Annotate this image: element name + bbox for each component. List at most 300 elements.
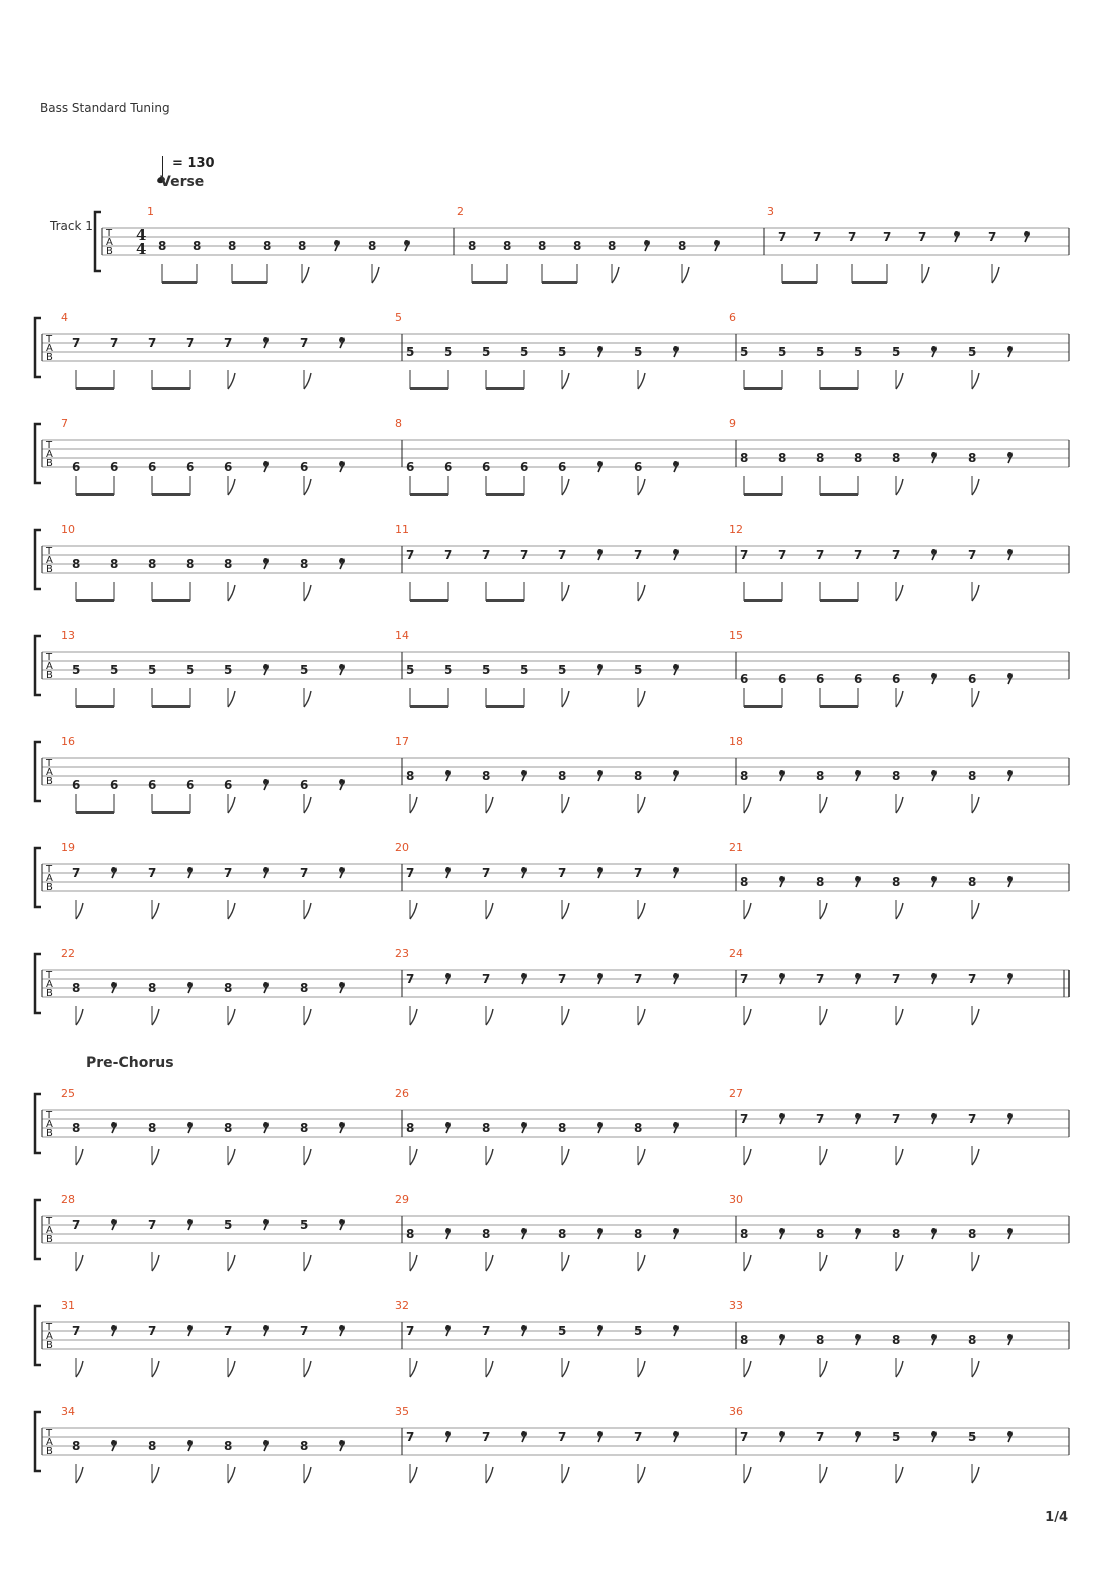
fret-number: 5 <box>520 663 529 677</box>
eighth-rest-icon <box>264 1122 268 1126</box>
fret-number: 7 <box>482 1430 491 1444</box>
fret-number: 8 <box>558 769 567 783</box>
tab-clef-letter: T <box>46 864 53 875</box>
fret-number: 6 <box>482 460 491 474</box>
note-flag-icon <box>972 691 979 707</box>
fret-number: 6 <box>406 460 415 474</box>
fret-number: 5 <box>444 345 453 359</box>
fret-number: 7 <box>148 1324 157 1338</box>
fret-number: 7 <box>300 1324 309 1338</box>
note-beam <box>410 705 448 708</box>
fret-number: 8 <box>406 1121 415 1135</box>
fret-number: 8 <box>148 981 157 995</box>
fret-number: 7 <box>813 230 822 244</box>
measure-number: 2 <box>457 205 464 218</box>
fret-number: 7 <box>740 1430 749 1444</box>
fret-number: 8 <box>892 769 901 783</box>
fret-number: 7 <box>72 866 81 880</box>
fret-number: 6 <box>816 672 825 686</box>
fret-number: 7 <box>148 1218 157 1232</box>
eighth-rest-icon <box>522 973 526 977</box>
note-beam <box>782 281 817 284</box>
fret-number: 7 <box>148 336 157 350</box>
note-flag-icon <box>228 1149 235 1165</box>
fret-number: 7 <box>72 1324 81 1338</box>
fret-number: 5 <box>186 663 195 677</box>
tab-clef-letter: T <box>46 970 53 981</box>
fret-number: 7 <box>406 548 415 562</box>
note-flag-icon <box>896 585 903 601</box>
fret-number: 6 <box>300 778 309 792</box>
eighth-rest-icon <box>674 973 678 977</box>
note-flag-icon <box>486 1467 493 1483</box>
measure-number: 8 <box>395 417 402 430</box>
note-flag-icon <box>486 1149 493 1165</box>
fret-number: 7 <box>816 1430 825 1444</box>
note-flag-icon <box>562 1149 569 1165</box>
fret-number: 8 <box>224 557 233 571</box>
note-flag-icon <box>896 1361 903 1377</box>
fret-number: 8 <box>634 769 643 783</box>
note-flag-icon <box>228 1255 235 1271</box>
fret-number: 5 <box>816 345 825 359</box>
fret-number: 6 <box>634 460 643 474</box>
note-beam <box>162 281 197 284</box>
note-beam <box>486 493 524 496</box>
fret-number: 5 <box>300 663 309 677</box>
fret-number: 8 <box>968 1227 977 1241</box>
fret-number: 7 <box>968 548 977 562</box>
note-beam <box>486 599 524 602</box>
fret-number: 8 <box>72 1439 81 1453</box>
note-flag-icon <box>304 1009 311 1025</box>
note-flag-icon <box>562 479 569 495</box>
note-flag-icon <box>744 903 751 919</box>
note-flag-icon <box>302 267 309 283</box>
measure-number: 27 <box>729 1087 743 1100</box>
eighth-rest-icon <box>674 770 678 774</box>
fret-number: 8 <box>740 875 749 889</box>
measure-number: 22 <box>61 947 75 960</box>
measure-number: 5 <box>395 311 402 324</box>
fret-number: 8 <box>892 451 901 465</box>
note-flag-icon <box>820 1467 827 1483</box>
note-flag-icon <box>896 1009 903 1025</box>
eighth-rest-icon <box>1008 876 1012 880</box>
fret-number: 5 <box>968 1430 977 1444</box>
note-flag-icon <box>304 797 311 813</box>
note-flag-icon <box>304 1149 311 1165</box>
time-signature-bottom: 4 <box>136 240 147 258</box>
note-flag-icon <box>152 1361 159 1377</box>
fret-number: 8 <box>740 1333 749 1347</box>
eighth-rest-icon <box>1008 1113 1012 1117</box>
fret-number: 8 <box>968 451 977 465</box>
eighth-rest-icon <box>335 240 339 244</box>
fret-number: 5 <box>558 1324 567 1338</box>
eighth-rest-icon <box>340 867 344 871</box>
measure-number: 32 <box>395 1299 409 1312</box>
fret-number: 7 <box>892 972 901 986</box>
note-flag-icon <box>486 903 493 919</box>
eighth-rest-icon <box>264 1219 268 1223</box>
fret-number: 8 <box>72 1121 81 1135</box>
note-flag-icon <box>638 1149 645 1165</box>
tab-clef-letter: B <box>46 776 53 787</box>
fret-number: 7 <box>72 336 81 350</box>
note-flag-icon <box>228 691 235 707</box>
eighth-rest-icon <box>264 664 268 668</box>
eighth-rest-icon <box>674 1431 678 1435</box>
track-label: Track 1 <box>50 219 93 233</box>
note-flag-icon <box>562 1009 569 1025</box>
fret-number: 5 <box>892 1430 901 1444</box>
tab-clef-letter: T <box>46 334 53 345</box>
fret-number: 8 <box>406 1227 415 1241</box>
note-flag-icon <box>972 903 979 919</box>
fret-number: 8 <box>482 1227 491 1241</box>
eighth-rest-icon <box>1008 973 1012 977</box>
tab-clef-letter: T <box>46 1110 53 1121</box>
measure-number: 26 <box>395 1087 409 1100</box>
note-flag-icon <box>76 1149 83 1165</box>
eighth-rest-icon <box>264 779 268 783</box>
eighth-rest-icon <box>446 867 450 871</box>
tab-clef-letter: A <box>46 449 53 460</box>
eighth-rest-icon <box>446 973 450 977</box>
eighth-rest-icon <box>522 1122 526 1126</box>
note-flag-icon <box>152 1255 159 1271</box>
fret-number: 5 <box>854 345 863 359</box>
fret-number: 7 <box>482 1324 491 1338</box>
note-beam <box>744 493 782 496</box>
tab-clef-letter: T <box>46 546 53 557</box>
fret-number: 7 <box>740 972 749 986</box>
note-beam <box>486 387 524 390</box>
note-flag-icon <box>638 585 645 601</box>
eighth-rest-icon <box>598 461 602 465</box>
note-flag-icon <box>228 585 235 601</box>
fret-number: 8 <box>72 981 81 995</box>
eighth-rest-icon <box>1008 1334 1012 1338</box>
note-flag-icon <box>820 1009 827 1025</box>
system-bracket <box>35 636 41 695</box>
system-bracket <box>35 1200 41 1259</box>
eighth-rest-icon <box>264 982 268 986</box>
fret-number: 5 <box>72 663 81 677</box>
measure-number: 10 <box>61 523 75 536</box>
note-flag-icon <box>638 1467 645 1483</box>
note-flag-icon <box>896 373 903 389</box>
eighth-rest-icon <box>522 1431 526 1435</box>
fret-number: 8 <box>300 557 309 571</box>
fret-number: 8 <box>368 239 377 253</box>
fret-number: 7 <box>300 336 309 350</box>
fret-number: 7 <box>224 866 233 880</box>
eighth-rest-icon <box>522 867 526 871</box>
fret-number: 7 <box>148 866 157 880</box>
eighth-rest-icon <box>340 1325 344 1329</box>
system-bracket <box>95 212 101 271</box>
fret-number: 7 <box>444 548 453 562</box>
note-flag-icon <box>972 1009 979 1025</box>
section-label-verse: Verse <box>160 174 205 190</box>
eighth-rest-icon <box>340 982 344 986</box>
fret-number: 6 <box>558 460 567 474</box>
eighth-rest-icon <box>264 461 268 465</box>
eighth-rest-icon <box>188 1122 192 1126</box>
eighth-rest-icon <box>112 1122 116 1126</box>
measure-number: 16 <box>61 735 75 748</box>
fret-number: 5 <box>778 345 787 359</box>
note-beam <box>232 281 267 284</box>
fret-number: 8 <box>482 769 491 783</box>
fret-number: 7 <box>72 1218 81 1232</box>
eighth-rest-icon <box>932 1113 936 1117</box>
fret-number: 7 <box>300 866 309 880</box>
eighth-rest-icon <box>674 346 678 350</box>
eighth-rest-icon <box>1008 549 1012 553</box>
note-flag-icon <box>304 585 311 601</box>
tab-clef-letter: T <box>46 1428 53 1439</box>
eighth-rest-icon <box>932 1431 936 1435</box>
note-flag-icon <box>410 1009 417 1025</box>
fret-number: 5 <box>558 345 567 359</box>
fret-number: 8 <box>148 1439 157 1453</box>
note-flag-icon <box>410 903 417 919</box>
fret-number: 5 <box>224 1218 233 1232</box>
fret-number: 7 <box>892 548 901 562</box>
note-flag-icon <box>486 1255 493 1271</box>
tab-clef-letter: B <box>46 352 53 363</box>
eighth-rest-icon <box>340 1219 344 1223</box>
tab-clef-letter: B <box>46 1234 53 1245</box>
note-flag-icon <box>896 903 903 919</box>
fret-number: 8 <box>468 239 477 253</box>
eighth-rest-icon <box>264 1325 268 1329</box>
fret-number: 6 <box>186 778 195 792</box>
fret-number: 7 <box>634 1430 643 1444</box>
fret-number: 8 <box>158 239 167 253</box>
eighth-rest-icon <box>1008 673 1012 677</box>
tab-clef-letter: A <box>46 1225 53 1236</box>
tab-clef-letter: B <box>46 1128 53 1139</box>
tab-clef-letter: A <box>46 1331 53 1342</box>
fret-number: 8 <box>816 769 825 783</box>
note-flag-icon <box>972 585 979 601</box>
eighth-rest-icon <box>112 867 116 871</box>
note-beam <box>744 387 782 390</box>
fret-number: 6 <box>444 460 453 474</box>
note-flag-icon <box>152 903 159 919</box>
note-flag-icon <box>152 1467 159 1483</box>
section-label-pre-chorus: Pre-Chorus <box>86 1055 174 1071</box>
note-flag-icon <box>304 479 311 495</box>
fret-number: 7 <box>816 972 825 986</box>
note-flag-icon <box>486 1361 493 1377</box>
fret-number: 6 <box>520 460 529 474</box>
fret-number: 8 <box>186 557 195 571</box>
note-flag-icon <box>562 1467 569 1483</box>
eighth-rest-icon <box>856 876 860 880</box>
fret-number: 7 <box>740 548 749 562</box>
note-flag-icon <box>820 797 827 813</box>
note-beam <box>152 387 190 390</box>
fret-number: 8 <box>558 1227 567 1241</box>
eighth-rest-icon <box>674 1325 678 1329</box>
eighth-rest-icon <box>446 1325 450 1329</box>
eighth-rest-icon <box>522 1325 526 1329</box>
tab-clef-letter: B <box>46 988 53 999</box>
fret-number: 7 <box>110 336 119 350</box>
eighth-rest-icon <box>856 1228 860 1232</box>
eighth-rest-icon <box>188 982 192 986</box>
note-flag-icon <box>744 1009 751 1025</box>
measure-number: 3 <box>767 205 774 218</box>
eighth-rest-icon <box>674 549 678 553</box>
eighth-rest-icon <box>674 1122 678 1126</box>
eighth-rest-icon <box>598 1228 602 1232</box>
system-bracket <box>35 1306 41 1365</box>
fret-number: 8 <box>634 1227 643 1241</box>
eighth-rest-icon <box>188 867 192 871</box>
fret-number: 7 <box>558 972 567 986</box>
fret-number: 7 <box>816 1112 825 1126</box>
note-flag-icon <box>744 1361 751 1377</box>
fret-number: 6 <box>148 460 157 474</box>
fret-number: 7 <box>634 866 643 880</box>
fret-number: 8 <box>740 769 749 783</box>
eighth-rest-icon <box>780 876 784 880</box>
note-flag-icon <box>410 1255 417 1271</box>
fret-number: 8 <box>193 239 202 253</box>
note-flag-icon <box>896 691 903 707</box>
fret-number: 5 <box>634 1324 643 1338</box>
eighth-rest-icon <box>340 664 344 668</box>
tab-clef-letter: A <box>106 237 113 248</box>
eighth-rest-icon <box>674 1228 678 1232</box>
eighth-rest-icon <box>856 973 860 977</box>
note-flag-icon <box>76 903 83 919</box>
note-flag-icon <box>410 1149 417 1165</box>
fret-number: 8 <box>148 1121 157 1135</box>
fret-number: 6 <box>854 672 863 686</box>
note-flag-icon <box>638 1361 645 1377</box>
eighth-rest-icon <box>674 867 678 871</box>
measure-number: 7 <box>61 417 68 430</box>
system-bracket <box>35 318 41 377</box>
fret-number: 5 <box>406 345 415 359</box>
eighth-rest-icon <box>715 240 719 244</box>
note-flag-icon <box>152 1009 159 1025</box>
note-flag-icon <box>410 797 417 813</box>
eighth-rest-icon <box>522 770 526 774</box>
fret-number: 6 <box>72 778 81 792</box>
note-flag-icon <box>152 1149 159 1165</box>
system-bracket <box>35 1412 41 1471</box>
measure-number: 18 <box>729 735 743 748</box>
note-flag-icon <box>486 1009 493 1025</box>
tab-clef-letter: A <box>46 1437 53 1448</box>
fret-number: 7 <box>406 1430 415 1444</box>
eighth-rest-icon <box>446 1431 450 1435</box>
system-bracket <box>35 424 41 483</box>
fret-number: 5 <box>558 663 567 677</box>
fret-number: 8 <box>816 1333 825 1347</box>
eighth-rest-icon <box>1008 1431 1012 1435</box>
system-bracket <box>35 954 41 1013</box>
eighth-rest-icon <box>598 1122 602 1126</box>
note-beam <box>152 705 190 708</box>
eighth-rest-icon <box>112 982 116 986</box>
eighth-rest-icon <box>932 876 936 880</box>
fret-number: 8 <box>482 1121 491 1135</box>
note-flag-icon <box>76 1009 83 1025</box>
fret-number: 8 <box>854 451 863 465</box>
eighth-rest-icon <box>264 337 268 341</box>
note-flag-icon <box>228 479 235 495</box>
note-flag-icon <box>304 373 311 389</box>
fret-number: 6 <box>186 460 195 474</box>
note-beam <box>76 811 114 814</box>
fret-number: 6 <box>224 460 233 474</box>
note-flag-icon <box>638 1009 645 1025</box>
measure-number: 29 <box>395 1193 409 1206</box>
note-flag-icon <box>744 1149 751 1165</box>
measure-number: 20 <box>395 841 409 854</box>
tab-clef-letter: T <box>106 228 113 239</box>
fret-number: 8 <box>573 239 582 253</box>
eighth-rest-icon <box>932 770 936 774</box>
note-flag-icon <box>562 373 569 389</box>
fret-number: 7 <box>558 548 567 562</box>
eighth-rest-icon <box>932 973 936 977</box>
note-flag-icon <box>820 1149 827 1165</box>
note-beam <box>76 599 114 602</box>
eighth-rest-icon <box>340 779 344 783</box>
fret-number: 5 <box>520 345 529 359</box>
fret-number: 8 <box>778 451 787 465</box>
note-beam <box>820 493 858 496</box>
fret-number: 7 <box>558 866 567 880</box>
note-flag-icon <box>228 1361 235 1377</box>
note-beam <box>410 493 448 496</box>
note-flag-icon <box>972 1149 979 1165</box>
fret-number: 5 <box>740 345 749 359</box>
eighth-rest-icon <box>446 1228 450 1232</box>
eighth-rest-icon <box>340 337 344 341</box>
measure-number: 25 <box>61 1087 75 1100</box>
fret-number: 7 <box>558 1430 567 1444</box>
fret-number: 7 <box>740 1112 749 1126</box>
measure-number: 9 <box>729 417 736 430</box>
tab-clef-letter: T <box>46 652 53 663</box>
fret-number: 7 <box>482 972 491 986</box>
fret-number: 8 <box>740 451 749 465</box>
measure-number: 1 <box>147 205 154 218</box>
eighth-rest-icon <box>780 1113 784 1117</box>
fret-number: 8 <box>892 875 901 889</box>
note-beam <box>76 387 114 390</box>
fret-number: 7 <box>848 230 857 244</box>
fret-number: 6 <box>892 672 901 686</box>
fret-number: 5 <box>634 345 643 359</box>
eighth-rest-icon <box>856 1431 860 1435</box>
note-flag-icon <box>562 691 569 707</box>
eighth-rest-icon <box>405 240 409 244</box>
fret-number: 8 <box>72 557 81 571</box>
note-flag-icon <box>562 903 569 919</box>
